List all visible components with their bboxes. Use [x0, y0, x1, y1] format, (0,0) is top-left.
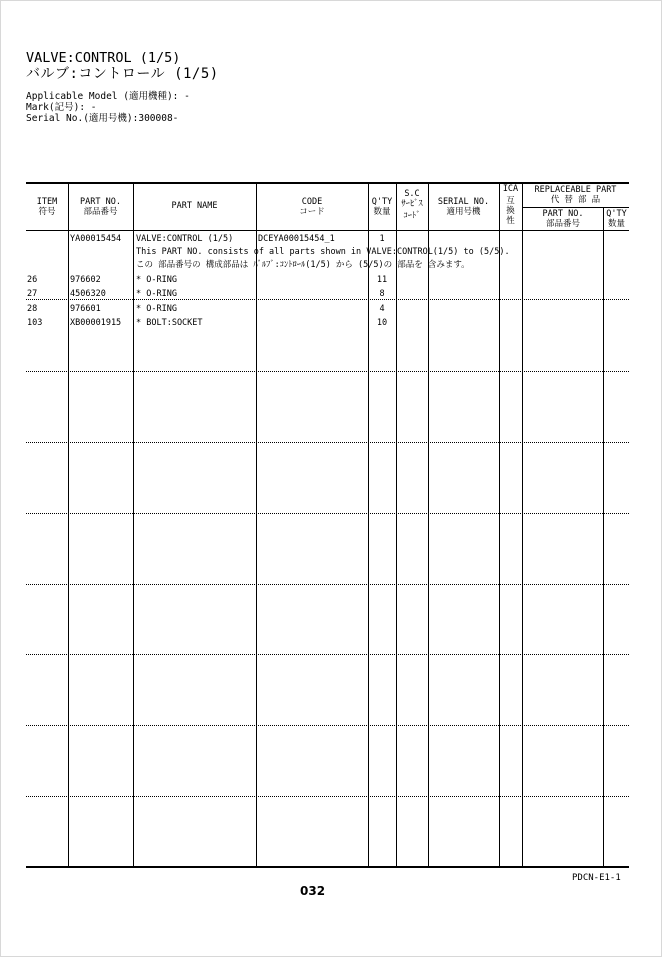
header-part-no: PART NO. 部品番号 — [80, 197, 121, 217]
row-qty: 8 — [379, 289, 385, 299]
row-qty: 4 — [379, 304, 385, 314]
column-divider — [368, 184, 369, 866]
column-divider — [256, 184, 257, 866]
assembly-note-japanese: この 部品番号の 構成部品は ﾊﾞﾙﾌﾞ:ｺﾝﾄﾛｰﾙ(1/5) から (5/5)の 部品を 含みます。 — [136, 260, 470, 270]
mark: Mark(記号): - — [26, 102, 97, 113]
table-header-divider — [26, 230, 629, 231]
column-divider — [522, 184, 523, 866]
row-part-name: * O-RING — [136, 289, 177, 299]
row-separator — [26, 442, 629, 443]
header-part-name: PART NAME — [171, 201, 218, 211]
column-divider — [68, 184, 69, 866]
header-qty: Q'TY 数量 — [371, 197, 393, 217]
page-title-japanese: バルブ:コントロール (1/5) — [26, 66, 219, 82]
replaceable-subheader-divider — [523, 207, 629, 208]
column-divider — [603, 231, 604, 866]
row-separator — [26, 796, 629, 797]
table-top-border — [26, 182, 629, 184]
row-part-no: 976601 — [70, 304, 101, 314]
header-item: ITEM 符号 — [36, 197, 58, 217]
row-part-name: * O-RING — [136, 304, 177, 314]
row-qty: 10 — [376, 318, 388, 328]
row-part-name: * O-RING — [136, 275, 177, 285]
row-separator — [26, 584, 629, 585]
header-service-code: S.C ｻｰﾋﾞｽ ｺｰﾄﾞ — [401, 189, 423, 221]
row-separator — [26, 513, 629, 514]
header-ica: ICA 互 換 性 — [502, 184, 519, 226]
row-item: 26 — [27, 275, 38, 285]
row-separator — [26, 654, 629, 655]
assembly-note-english: This PART NO. consists of all parts shown in VALVE:CONTROL(1/5) to (5/5). — [136, 247, 510, 257]
header-code: CODE コード — [299, 197, 325, 217]
row-part-name: * BOLT:SOCKET — [136, 318, 203, 328]
header-serial-no: SERIAL NO. 適用号機 — [437, 197, 490, 217]
row-part-no: 976602 — [70, 275, 101, 285]
row-code: DCEYA00015454_1 — [258, 234, 335, 244]
applicable-model: Applicable Model (適用機種): - — [26, 91, 190, 102]
row-separator — [26, 371, 629, 372]
header-replaceable-qty: Q'TY 数量 — [606, 209, 627, 229]
column-divider — [133, 184, 134, 866]
row-item: 27 — [27, 289, 38, 299]
row-part-no: 4506320 — [70, 289, 106, 299]
serial-number: Serial No.(適用号機):300008- — [26, 113, 179, 124]
header-replaceable-part: REPLACEABLE PART 代 替 部 品 — [534, 185, 617, 205]
row-item: 103 — [27, 318, 43, 328]
row-part-no: XB00001915 — [70, 318, 122, 328]
row-qty: 1 — [379, 234, 385, 244]
page-title: VALVE:CONTROL (1/5) — [26, 50, 181, 66]
row-separator — [26, 725, 629, 726]
row-part-no: YA00015454 — [70, 234, 122, 244]
row-item: 28 — [27, 304, 38, 314]
column-divider — [428, 184, 429, 866]
header-replaceable-part-no: PART NO. 部品番号 — [542, 209, 584, 229]
page-number: 032 — [300, 884, 326, 898]
column-divider — [396, 184, 397, 866]
document-code: PDCN-E1-1 — [572, 873, 621, 883]
table-bottom-border — [26, 866, 629, 868]
row-part-name: VALVE:CONTROL (1/5) — [136, 234, 234, 244]
row-separator — [26, 299, 629, 300]
column-divider — [499, 184, 500, 866]
row-qty: 11 — [376, 275, 388, 285]
